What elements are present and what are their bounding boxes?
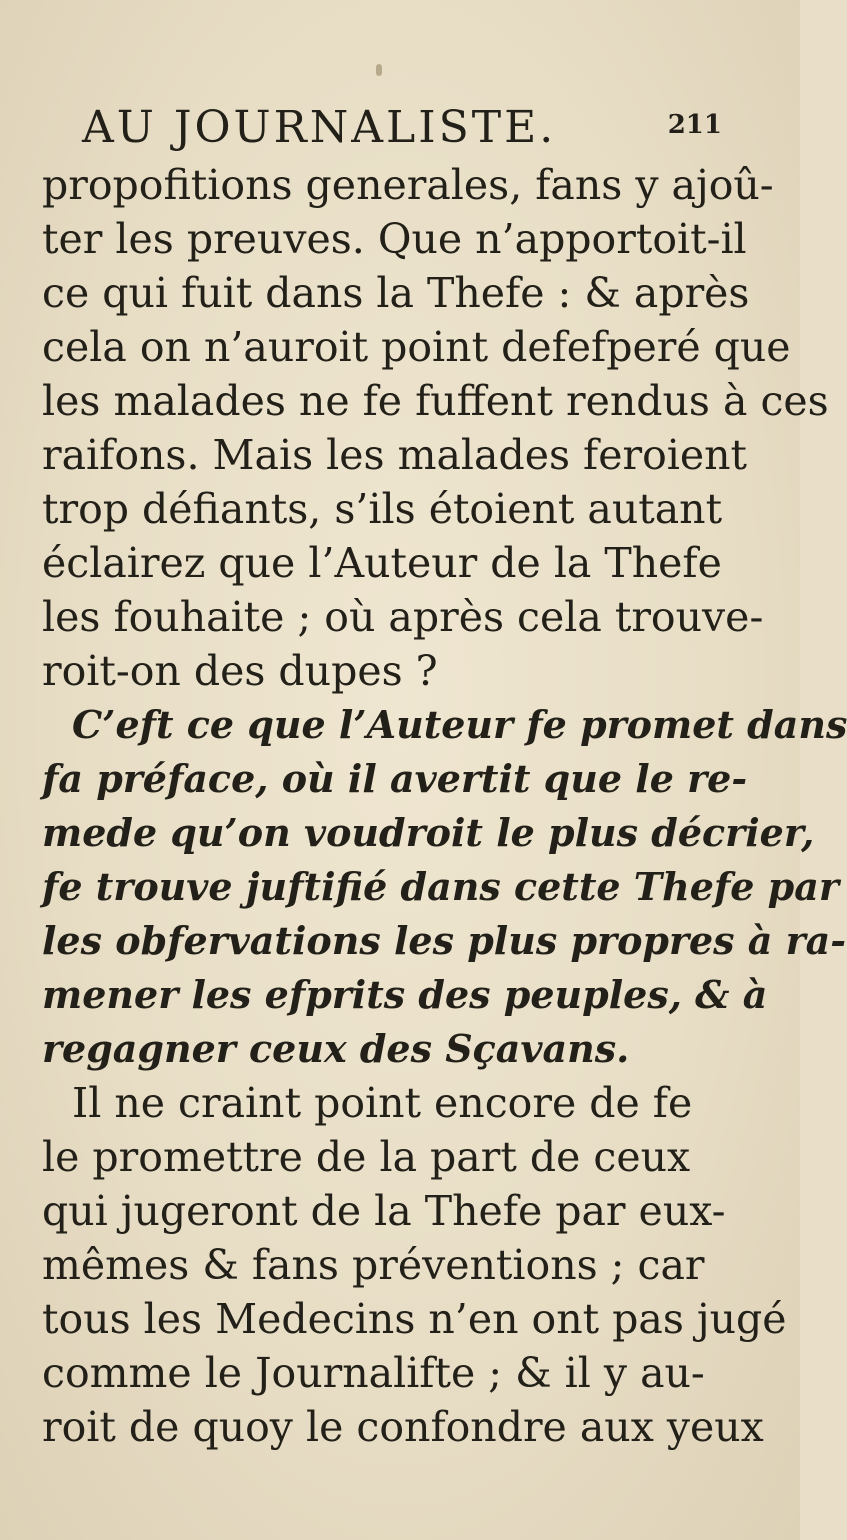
text-line: Il ne craint point encore de fe bbox=[72, 1079, 693, 1127]
body-text bbox=[42, 158, 847, 1454]
text-line: ter les preuves. Que n’apportoit-il bbox=[42, 215, 747, 263]
text-line: ce qui fuit dans la Thefe : & après bbox=[42, 269, 750, 317]
text-line: comme le Journalifte ; & il y au- bbox=[42, 1349, 705, 1397]
text-line: cela on n’auroit point defefperé que bbox=[42, 323, 791, 371]
ink-spot bbox=[376, 64, 382, 76]
text-line: les malades ne fe fuffent rendus à ces bbox=[42, 377, 829, 425]
text-line: les fouhaite ; où après cela trouve- bbox=[42, 593, 764, 641]
page-header bbox=[82, 102, 722, 162]
text-line: qui jugeront de la Thefe par eux- bbox=[42, 1187, 726, 1235]
text-line: propofitions generales, fans y ajoû- bbox=[42, 161, 774, 209]
text-line: éclairez que l’Auteur de la Thefe bbox=[42, 539, 722, 587]
italic-text-line: mener les efprits des peuples, & à bbox=[42, 972, 768, 1017]
text-line: raifons. Mais les malades feroient bbox=[42, 431, 748, 479]
italic-text-line: fa préface, où il avertit que le re- bbox=[42, 756, 748, 801]
text-line: trop défiants, s’ils étoient autant bbox=[42, 485, 723, 533]
italic-text-line: mede qu’on voudroit le plus décrier, bbox=[42, 810, 815, 855]
italic-text-line: regagner ceux des Sçavans. bbox=[42, 1026, 630, 1071]
text-line: mêmes & fans préventions ; car bbox=[42, 1241, 705, 1289]
text-line: tous les Medecins n’en ont pas jugé bbox=[42, 1295, 787, 1343]
text-line: le promettre de la part de ceux bbox=[42, 1133, 691, 1181]
page-number: 211 bbox=[667, 110, 722, 140]
italic-text-line: C’eft ce que l’Auteur fe promet dans bbox=[72, 702, 847, 747]
running-head: AU JOURNALISTE. bbox=[82, 102, 557, 153]
italic-text-line: les obfervations les plus propres à ra- bbox=[42, 918, 847, 963]
text-line: roit-on des dupes ? bbox=[42, 647, 438, 695]
italic-text-line: fe trouve juftifié dans cette Thefe par bbox=[42, 864, 839, 909]
text-line: roit de quoy le confondre aux yeux bbox=[42, 1403, 764, 1451]
